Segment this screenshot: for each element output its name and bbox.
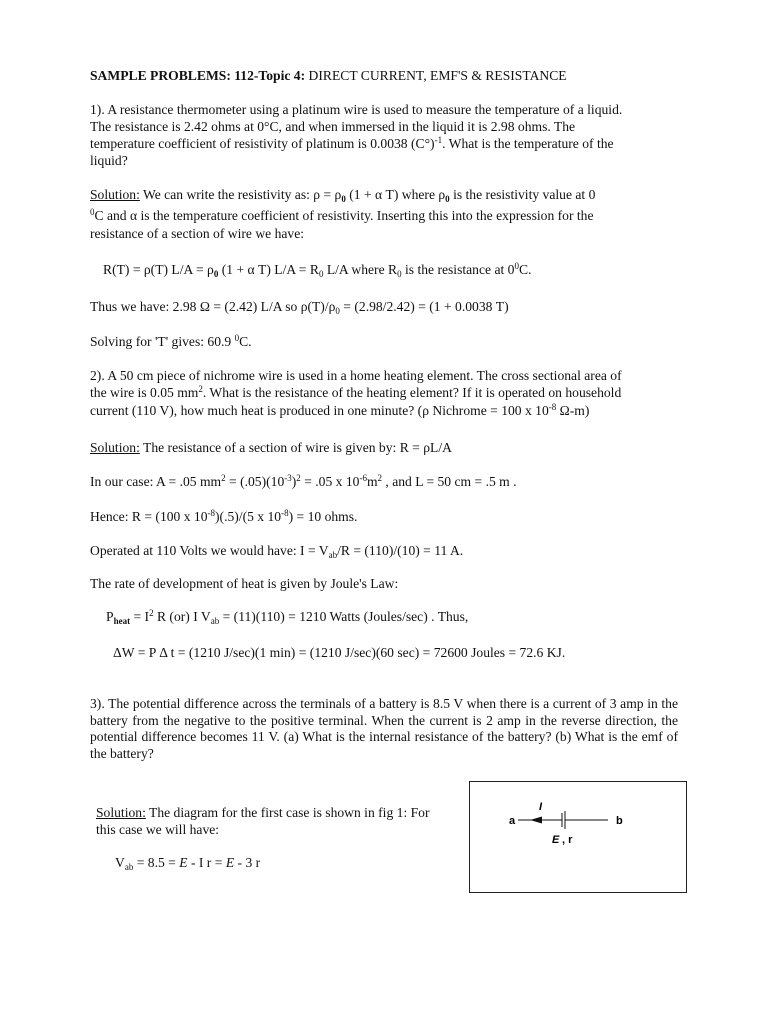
header-label: SAMPLE PROBLEMS: 112-Topic 4: <box>90 68 306 83</box>
problem-2-power: $P_{heat} = I^2$ R (or) I $V_{ab} = (11)(110) = 1210$ Watts (Joules/sec) . Thus, <box>106 608 469 626</box>
problem-2-joule-law: The rate of development of heat is given by Joule's Law: <box>90 576 399 591</box>
solution-label: Solution: <box>90 440 140 455</box>
problem-2-case: In our case: A = .05 $mm^2 = (.05)(10^{-3})^2 = .05$ x $10^{-6}m^2$ , and L = 50 cm = .5 m . <box>90 473 517 489</box>
problem-1-equation-resistance: R(T) = ρ(T) $L/A = \rho_0$ (1 + α T) $L/A = R_0$ L/A where $R_0$ is the resistance at $0^0C$. <box>103 261 532 279</box>
problem-2-hence: Hence: R = (100 x $10^{-8})(.5)/(5$ x $10^{-8}) = 10$ ohms. <box>90 508 358 524</box>
problem-1-solution-line-2: $^0$C and α is the temperature coefficient of resistivity. Inserting this into the expression for the <box>90 207 594 223</box>
problem-2-energy: ΔW = P Δ t = (1210 J/sec)(1 min) = (1210 J/sec)(60 sec) = 72600 Joules = 72.6 KJ. <box>113 645 566 660</box>
problem-1-solution-line-1: Solution: We can write the resistivity as: $\rho = \rho_0$ (1 + α T) where $\rho_0$ is the resistivity value at 0 <box>90 187 596 204</box>
node-a-label: a <box>509 815 516 827</box>
problem-1-equation-thus: Thus we have: 2.98 Ω = (2.42) L/A so $\rho(T)/\rho_0 = (2.98/2.42) = (1 + 0.0038$ T) <box>90 299 509 316</box>
page-header <box>90 68 567 85</box>
emf-label: E <box>552 834 560 846</box>
problem-3-equation: $V_{ab} = 8.5 = E - I$ r = E - 3 r <box>115 855 261 872</box>
solution-label: Solution: <box>96 805 146 820</box>
problem-3-question: 3). The potential difference across the terminals of a battery is 8.5 V when there is a current of 3 amp in the battery from the negative to the positive terminal. When the current is 2 amp in the reverse direction, the potential difference becomes 11 V. (a) What is the internal resistance of the battery? (b) What is the emf of the battery? <box>90 696 678 761</box>
header-topic: DIRECT CURRENT, EMF'S & RESISTANCE <box>308 68 567 83</box>
solution-label: Solution: <box>90 187 140 202</box>
problem-1-answer: Solving for 'T' gives: 60.9 $^0$C. <box>90 333 252 349</box>
problem-1-line-3: temperature coefficient of resistivity of platinum is 0.0038 $(C^\circ)^{-1}$. What is the temperature of the <box>90 135 614 151</box>
problem-2-line-2: the wire is 0.05 $mm^2$. What is the resistance of the heating element? If it is operated on household <box>90 384 622 400</box>
problem-2-solution: Solution: The resistance of a section of wire is given by: R = ρL/A <box>90 440 452 455</box>
problem-3-solution-line-1: Solution: The diagram for the first case is shown in fig 1: For <box>96 805 430 820</box>
circuit-diagram <box>470 782 686 892</box>
resistance-label: , r <box>562 834 573 846</box>
node-b-label: b <box>616 815 623 827</box>
problem-2-line-3: current (110 V), how much heat is produced in one minute? (ρ Nichrome = 100 x $10^{-8}$ Ω-m) <box>90 402 590 418</box>
problem-1-solution-line-3: resistance of a section of wire we have: <box>90 226 305 241</box>
problem-3-solution-line-2: this case we will have: <box>96 822 220 837</box>
problem-1-line-2: The resistance is 2.42 ohms at 0°C, and when immersed in the liquid it is 2.98 ohms. The <box>90 119 576 134</box>
problem-2-current: Operated at 110 Volts we would have: $I = V_{ab}/R = (110)/(10) = 11$ A. <box>90 543 464 560</box>
problem-1-line-1: 1). A resistance thermometer using a platinum wire is used to measure the temperature of a liquid. <box>90 102 623 117</box>
current-label: I <box>539 801 543 813</box>
current-arrow-icon <box>530 817 542 824</box>
circuit-figure <box>469 781 687 893</box>
problem-1-line-4: liquid? <box>90 153 128 168</box>
problem-2-line-1: 2). A 50 cm piece of nichrome wire is used in a home heating element. The cross sectional area of <box>90 368 622 383</box>
